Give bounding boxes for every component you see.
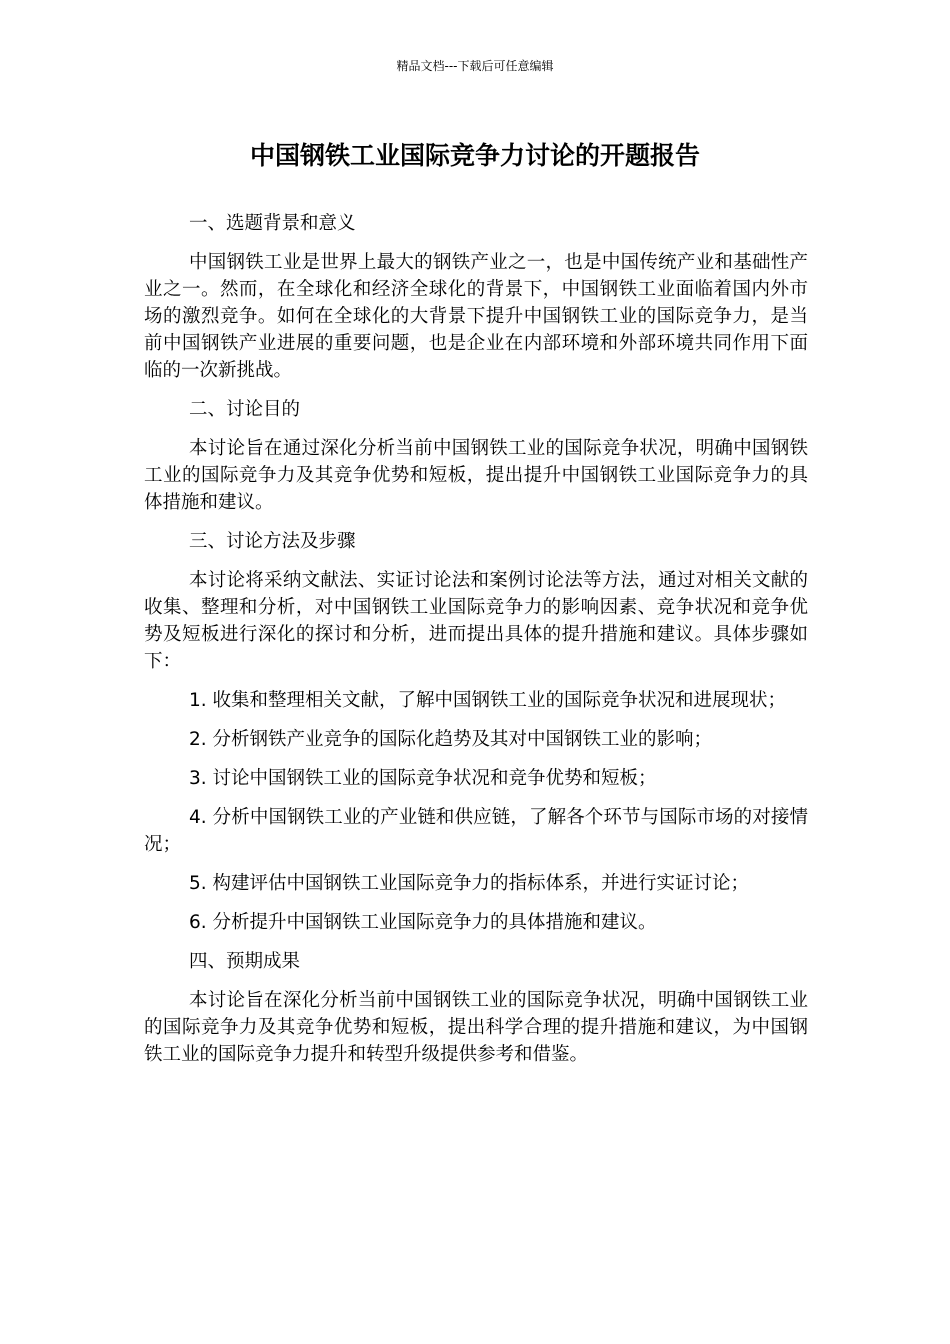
paragraph-purpose: 本讨论旨在通过深化分析当前中国钢铁工业的国际竞争状况，明确中国钢铁工业的国际竞争力及其竞争优势和短板，提出提升中国钢铁工业国际竞争力的具体措施和建议。 [144,438,808,513]
step-item-3: 3. 讨论中国钢铁工业的国际竞争状况和竞争优势和短板； [189,768,657,789]
page-header: 精品文档---下载后可任意编辑 [396,59,554,73]
step-item-1: 1. 收集和整理相关文献，了解中国钢铁工业的国际竞争状况和进展现状； [189,690,787,711]
section-heading-expected-results: 四、预期成果 [189,951,301,972]
section-heading-background: 一、选题背景和意义 [189,213,356,234]
paragraph-background: 中国钢铁工业是世界上最大的钢铁产业之一，也是中国传统产业和基础性产业之一。然而，在全球化和经济全球化的背景下，中国钢铁工业面临着国内外市场的激烈竞争。如何在全球化的大背景下提升中国钢铁工业的国际竞争力，是当前中国钢铁产业进展的重要问题，也是企业在内部环境和外部环境共同作用下面临的一次新挑战。 [144,252,808,381]
section-heading-purpose: 二、讨论目的 [189,399,301,420]
document-title: 中国钢铁工业国际竞争力讨论的开题报告 [249,141,700,170]
step-item-4: 4. 分析中国钢铁工业的产业链和供应链，了解各个环节与国际市场的对接情况； [144,807,808,855]
step-item-6: 6. 分析提升中国钢铁工业国际竞争力的具体措施和建议。 [189,912,657,933]
step-item-5: 5. 构建评估中国钢铁工业国际竞争力的指标体系，并进行实证讨论； [189,873,750,894]
paragraph-expected-results: 本讨论旨在深化分析当前中国钢铁工业的国际竞争状况，明确中国钢铁工业的国际竞争力及其竞争优势和短板，提出科学合理的提升措施和建议，为中国钢铁工业的国际竞争力提升和转型升级提供参考和借鉴。 [144,990,808,1065]
document-body [144,210,808,1080]
paragraph-method: 本讨论将采纳文献法、实证讨论法和案例讨论法等方法，通过对相关文献的收集、整理和分析，对中国钢铁工业国际竞争力的影响因素、竞争状况和竞争优势及短板进行深化的探讨和分析，进而提出具体的提升措施和建议。具体步骤如下： [144,570,808,672]
section-heading-method: 三、讨论方法及步骤 [189,531,356,552]
step-item-2: 2. 分析钢铁产业竞争的国际化趋势及其对中国钢铁工业的影响； [189,729,713,750]
